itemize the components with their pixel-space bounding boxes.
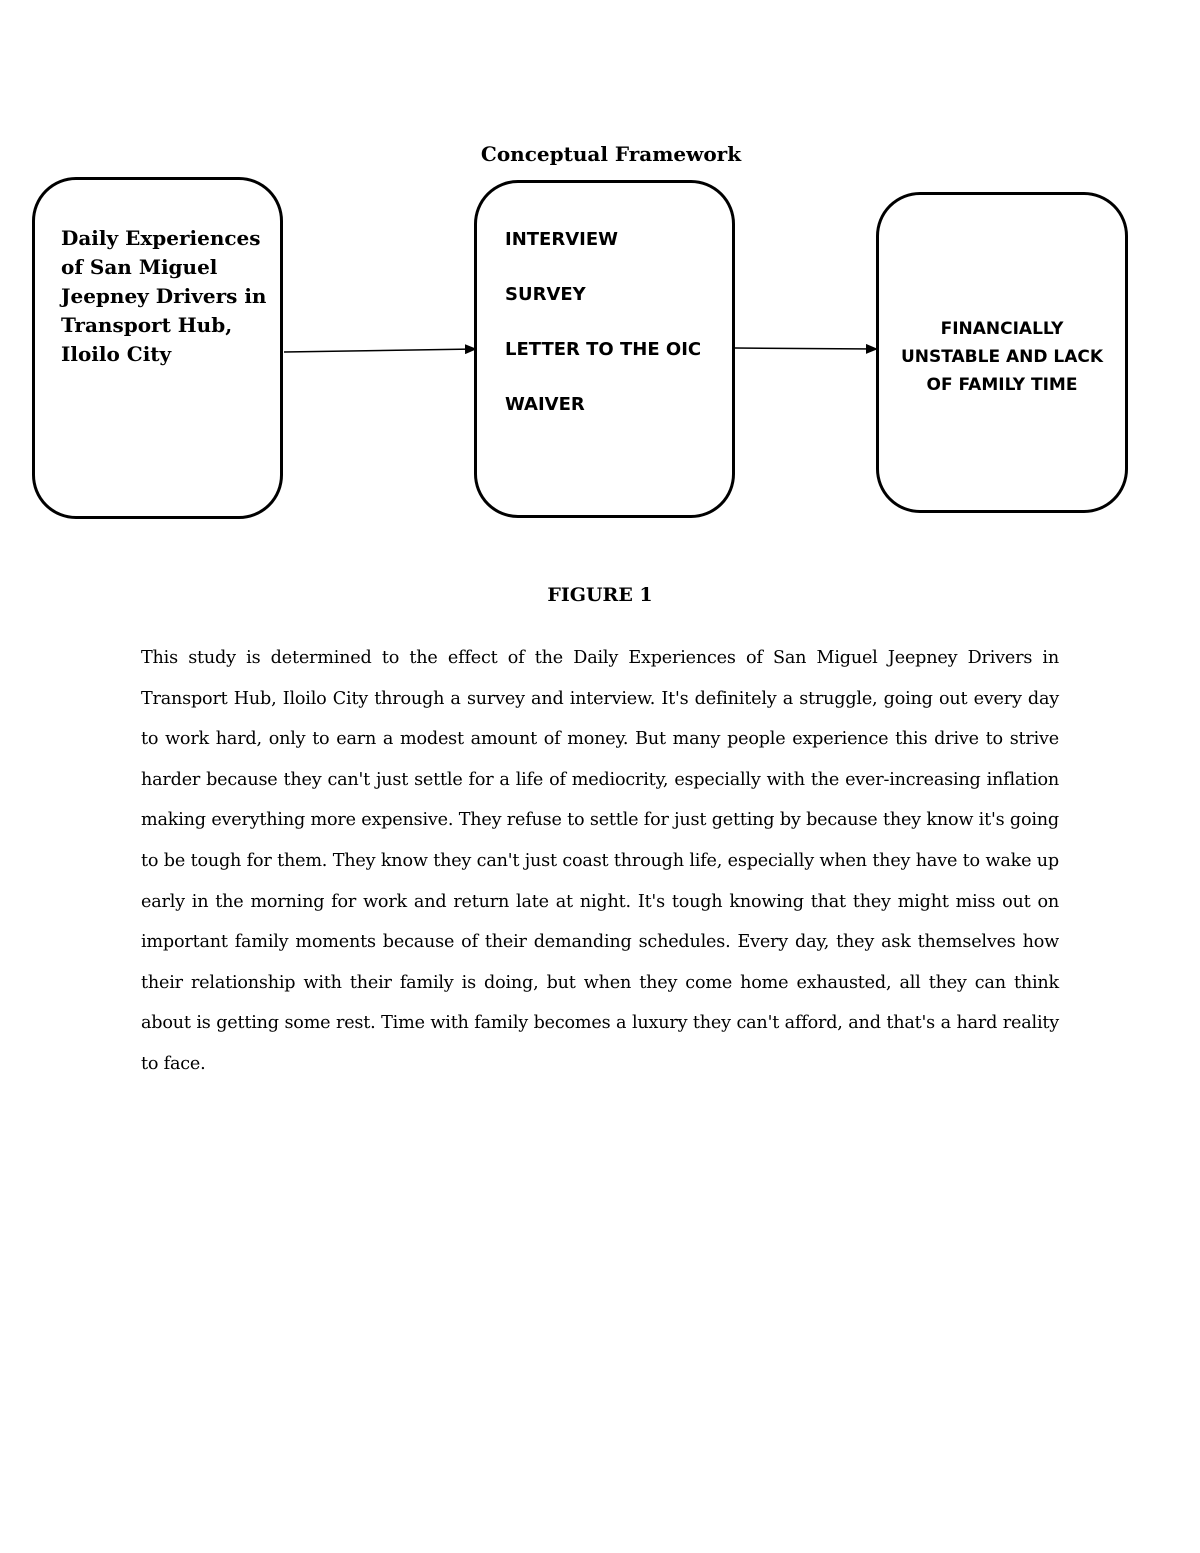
process-item: SURVEY bbox=[505, 284, 586, 305]
arrow-process-to-output bbox=[735, 348, 877, 349]
input-line: of San Miguel bbox=[61, 255, 218, 279]
body-paragraph: This study is determined to the effect of the Daily Experiences of San Miguel Jeepney Drivers in Transport Hub, Iloilo City through a survey and interview. It's definitely a struggle, going out every day to work hard, only to earn a modest amount of money. But many people experience this drive to strive harder because they can't just settle for a life of mediocrity, especially with the ever-increasing inflation making everything more expensive. They refuse to settle for just getting by because they know it's going to be tough for them. They know they can't just coast through life, especially when they have to wake up early in the morning for work and return late at night. It's tough knowing that they might miss out on important family moments because of their demanding schedules. Every day, they ask themselves how their relationship with their family is doing, but when they come home exhausted, all they can think about is getting some rest. Time with family becomes a luxury they can't afford, and that's a hard reality to face. bbox=[141, 648, 1059, 1074]
input-line: Daily Experiences bbox=[61, 226, 261, 250]
output-line: OF FAMILY TIME bbox=[926, 375, 1078, 395]
input-box bbox=[32, 177, 283, 519]
process-item: WAIVER bbox=[505, 394, 585, 415]
input-line: Jeepney Drivers in bbox=[61, 284, 267, 308]
diagram-title: Conceptual Framework bbox=[480, 142, 742, 166]
process-item: INTERVIEW bbox=[505, 229, 618, 250]
input-line: Transport Hub, bbox=[61, 313, 233, 337]
input-box-text bbox=[61, 224, 271, 369]
output-box bbox=[876, 192, 1128, 513]
process-list bbox=[505, 227, 701, 447]
arrow-input-to-process bbox=[284, 349, 476, 352]
process-box bbox=[474, 180, 735, 518]
output-line: FINANCIALLY bbox=[940, 319, 1064, 339]
output-line: UNSTABLE AND LACK bbox=[900, 347, 1104, 367]
output-box-text bbox=[879, 315, 1125, 399]
figure-label: FIGURE 1 bbox=[547, 584, 653, 606]
process-item: LETTER TO THE OIC bbox=[505, 339, 702, 360]
input-line: Iloilo City bbox=[61, 342, 172, 366]
